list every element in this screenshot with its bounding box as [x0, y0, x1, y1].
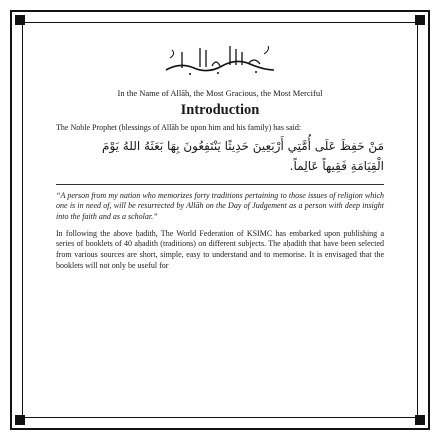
basmala-calligraphy-graphic	[160, 40, 280, 80]
divider	[56, 184, 384, 185]
page-content	[56, 40, 384, 272]
body-paragraph: In following the above ḥadith, The World Federation of KSIMC has embarked upon publishing a series of booklets of 40 aḥadith (traditions) on different subjects. The aḥadith that have been selected from various sources are short, simple, easy to understand and to memorise. It is envisaged that the booklets will not only be useful for	[56, 228, 384, 270]
hadith-arabic-line-2: الْقِيَامَةِ فَقِيهاً عَالِماً.	[289, 158, 384, 173]
corner-ornament	[415, 15, 425, 25]
basmala-translation: In the Name of Allāh, the Most Gracious, the Most Merciful	[117, 88, 323, 98]
basmala-calligraphy	[56, 40, 384, 84]
intro-line: The Noble Prophet (blessings of Allāh be upon him and his family) has said:	[56, 123, 302, 132]
corner-ornament	[15, 415, 25, 425]
hadith-translation: “A person from my nation who memorizes forty traditions pertaining to those issues of religion which one is in need of, will be resurrected by Allāh on the Day of Judgement as a person with deep insight into the faith and as a scholar.”	[56, 190, 384, 221]
corner-ornament	[415, 415, 425, 425]
corner-ornament	[15, 15, 25, 25]
hadith-arabic-line-1: مَنْ حَفِظَ عَلَى أُمَّتِي أَرْبَعِينَ حَدِيثًا يَنْتَفِعُونَ بِهَا بَعَثَهُ اللهُ يَوْمَ	[102, 138, 384, 153]
page-title: Introduction	[180, 102, 260, 118]
